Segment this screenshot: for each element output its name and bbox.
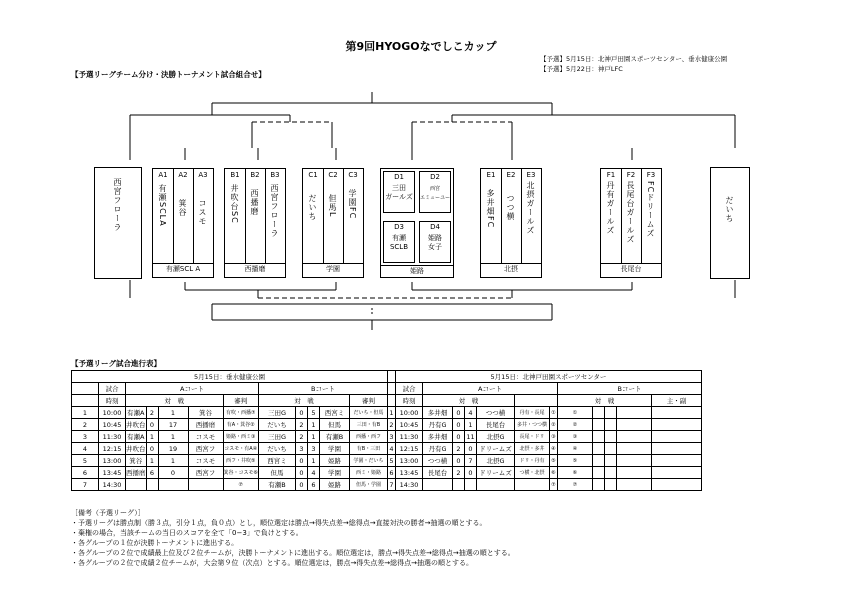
match-time: 11:30 xyxy=(99,431,126,443)
referee xyxy=(652,443,702,455)
referee: 丹有・長尾 xyxy=(515,407,550,419)
team-home: 多井畑 xyxy=(423,431,453,443)
team-home: 井吹台 xyxy=(126,443,147,455)
header-ref-b: 審判 xyxy=(350,395,388,407)
team-away: 学園 xyxy=(320,467,350,479)
score-home: 2 xyxy=(146,407,158,419)
score-away: 5 xyxy=(308,407,320,419)
score-home: 0 xyxy=(146,443,158,455)
row-number: 6 xyxy=(389,468,394,477)
cell-d4 xyxy=(419,221,451,263)
row-number: 3 xyxy=(72,431,99,443)
score-away xyxy=(605,455,617,467)
note-2: ・棄権の場合，当該チームの当日のスコアを全て「0−3」で負けとする。 xyxy=(71,529,303,537)
team-away: ドリームズ xyxy=(477,467,515,479)
match-time: 10:45 xyxy=(99,419,126,431)
referee: 西ミ・姫路 xyxy=(350,467,388,479)
team-home: 有瀬A xyxy=(126,407,147,419)
team-a3: コスモ xyxy=(198,199,207,226)
team-d2: 西宮 エミューユー xyxy=(420,186,450,201)
team-b3: 西宮フローラ xyxy=(270,184,279,238)
score-home: 6 xyxy=(146,467,158,479)
team-f1: 丹有ガールズ xyxy=(606,181,615,235)
header-ref-a: 審判 xyxy=(223,395,259,407)
row-number: 4 xyxy=(72,443,99,455)
row-number: 2 xyxy=(72,419,99,431)
score-away: 0 xyxy=(158,467,188,479)
team-f2: 長尾台ガールズ xyxy=(626,181,635,244)
team-home: 有瀬B xyxy=(259,479,296,491)
code-b1: B1 xyxy=(230,171,240,179)
group-b xyxy=(224,168,286,278)
team-b2: 西播磨 xyxy=(250,189,259,216)
code-d3: D3 xyxy=(394,223,404,231)
match-number: ④ xyxy=(550,443,558,455)
code-a1: A1 xyxy=(158,171,168,179)
row-number: 7 xyxy=(72,479,99,491)
schedule-row xyxy=(72,419,702,431)
code-b3: B3 xyxy=(270,171,280,179)
referee: 有吹・西播⑦ xyxy=(223,407,259,419)
referee xyxy=(652,479,702,491)
header-court-b-right: Bコート xyxy=(558,383,702,395)
match-time: 10:00 xyxy=(396,407,423,419)
cell-d2 xyxy=(419,171,451,213)
referee: ドリ・丹有 xyxy=(515,455,550,467)
code-e1: E1 xyxy=(486,171,496,179)
team-away: 但馬 xyxy=(320,419,350,431)
team-away: 西宮ミ xyxy=(320,407,350,419)
team-away: つつ横 xyxy=(477,407,515,419)
score-away xyxy=(605,467,617,479)
team-home: ② xyxy=(558,419,593,431)
team-d1: 三田 ガールズ xyxy=(385,184,413,201)
group-b-name: 西播磨 xyxy=(225,263,285,274)
score-away: 11 xyxy=(466,432,475,441)
note-3: ・各グループの１位が決勝トーナメントに進出する。 xyxy=(71,539,239,547)
code-d4: D4 xyxy=(430,223,440,231)
score-home: 0 xyxy=(453,407,465,419)
referee: 三田・有B xyxy=(350,419,388,431)
header-court-b-left: Bコート xyxy=(259,383,388,395)
team-e1: 多井畑FC xyxy=(486,189,495,229)
referee xyxy=(652,419,702,431)
team-away: 北摂G xyxy=(477,455,515,467)
referee: 西播・西フ xyxy=(350,431,388,443)
group-d xyxy=(380,168,454,278)
match-number: ⑦ xyxy=(251,410,256,416)
header-court-a-left: Aコート xyxy=(126,383,259,395)
team-home: 丹有G xyxy=(423,443,453,455)
venue-line-1: 【予選】5月15日：北神戸田園スポーツセンター、垂水健康公園 xyxy=(540,55,728,63)
schedule-row xyxy=(72,455,702,467)
header-ref-b-right: 主・副 xyxy=(652,395,702,407)
group-f-name: 長尾台 xyxy=(601,263,661,274)
left-venue: 5月15日：垂水健康公園 xyxy=(72,371,388,383)
score-home: 0 xyxy=(453,419,465,431)
page-title: 第9回HYOGOなでしこカップ xyxy=(345,40,497,53)
group-f xyxy=(600,168,662,278)
note-5: ・各グループの２位で成績２位チームが，大会第９位（次点）とする。順位選定は，勝点→得失点差→総得点→抽選の順とする。 xyxy=(71,559,474,567)
score-away: 1 xyxy=(158,455,188,467)
match-time: 13:00 xyxy=(99,455,126,467)
team-away: 西宮フ xyxy=(188,443,223,455)
team-home: ④ xyxy=(558,443,593,455)
team-d4: 姫路 女子 xyxy=(428,234,442,251)
score-away: 1 xyxy=(158,431,188,443)
referee: 箕谷・コスモ⑥ xyxy=(223,467,259,479)
referee xyxy=(652,407,702,419)
cell-d3 xyxy=(383,221,415,263)
right-venue: 5月15日：北神戸田園スポーツセンター xyxy=(396,371,702,383)
team-home: 丹有G xyxy=(423,419,453,431)
schedule-row xyxy=(72,467,702,479)
score-home: 2 xyxy=(296,431,308,443)
match-time: 13:45 xyxy=(99,467,126,479)
code-e3: E3 xyxy=(526,171,536,179)
code-f1: F1 xyxy=(606,171,616,179)
team-c2: 但馬L xyxy=(328,194,337,218)
match-number: ② xyxy=(550,419,558,431)
code-c2: C2 xyxy=(328,171,338,179)
team-home: 西宮ミ xyxy=(259,455,296,467)
match-number: ③ xyxy=(550,431,558,443)
match-number: ⑦ xyxy=(238,481,243,488)
score-home: 0 xyxy=(296,455,308,467)
team-away: 姫路 xyxy=(320,455,350,467)
header-court-a-right: Aコート xyxy=(423,383,558,395)
score-home: 0 xyxy=(296,407,308,419)
schedule-row xyxy=(72,443,702,455)
group-c-name: 学園 xyxy=(303,263,363,274)
team-home: 箕谷 xyxy=(126,455,147,467)
match-number: ③ xyxy=(251,434,256,440)
score-away: 7 xyxy=(465,455,477,467)
match-time: 13:00 xyxy=(396,455,423,467)
score-away xyxy=(605,431,617,443)
match-number: ② xyxy=(250,422,255,428)
match-number: ⑦ xyxy=(550,479,558,491)
seed-left-name: 西宮フローラ xyxy=(113,178,122,232)
score-away xyxy=(605,479,617,491)
code-d2: D2 xyxy=(430,173,440,181)
team-c3: 学園FC xyxy=(348,189,357,220)
match-number: ⑤ xyxy=(550,455,558,467)
score-home xyxy=(593,431,605,443)
team-away: 西播磨 xyxy=(188,419,223,431)
team-away: 箕谷 xyxy=(188,407,223,419)
row-number: 3 xyxy=(389,432,394,441)
score-away: 1 xyxy=(308,455,320,467)
score-away: 1 xyxy=(158,407,188,419)
referee: 北摂・多井 xyxy=(515,443,550,455)
score-home xyxy=(593,407,605,419)
score-away: 3 xyxy=(308,443,320,455)
team-away: 学園 xyxy=(320,443,350,455)
team-away xyxy=(617,455,652,467)
referee: 但馬・学園 xyxy=(350,479,388,491)
team-home: 長尾台 xyxy=(423,467,453,479)
score-home: 1 xyxy=(146,431,158,443)
row-number: 1 xyxy=(389,408,394,417)
team-home: ③ xyxy=(558,431,593,443)
team-a1: 有瀬SCLA xyxy=(158,184,167,227)
referee xyxy=(223,479,259,491)
group-c xyxy=(302,168,364,278)
header-vs-b: 対 戦 xyxy=(259,395,350,407)
score-away: 1 xyxy=(465,419,477,431)
score-away: 4 xyxy=(465,407,477,419)
match-number: ④ xyxy=(252,446,258,452)
team-away xyxy=(477,479,515,491)
team-away xyxy=(617,467,652,479)
team-away: コスモ xyxy=(188,455,223,467)
team-home: ⑥ xyxy=(558,467,593,479)
group-d-name: 姫路 xyxy=(381,265,453,276)
code-e2: E2 xyxy=(506,171,516,179)
team-home: ⑤ xyxy=(558,455,593,467)
code-c1: C1 xyxy=(308,171,318,179)
match-number: ⑥ xyxy=(253,470,258,476)
score-home xyxy=(593,419,605,431)
score-home: 0 xyxy=(453,431,465,443)
group-a xyxy=(152,168,214,278)
team-away xyxy=(188,479,223,491)
header-time-right: 時刻 xyxy=(396,395,423,407)
team-away xyxy=(617,479,652,491)
team-e2: つつ横 xyxy=(506,194,515,221)
schedule-row xyxy=(72,407,702,419)
team-b1: 井吹台SC xyxy=(230,184,239,224)
schedule-title: 【予選リーグ試合進行表】 xyxy=(71,359,161,368)
header-vs-a-right: 対 戦 xyxy=(423,395,515,407)
team-home: だいち xyxy=(259,443,296,455)
team-home: 有瀬A xyxy=(126,431,147,443)
match-time: 11:30 xyxy=(396,431,423,443)
team-away xyxy=(617,419,652,431)
match-time: 10:00 xyxy=(99,407,126,419)
code-d1: D1 xyxy=(394,173,404,181)
score-away xyxy=(605,419,617,431)
referee: 多井・つつ横 xyxy=(515,419,550,431)
team-away: ドリームズ xyxy=(477,443,515,455)
score-away: 1 xyxy=(308,419,320,431)
note-1: ・予選リーグは勝点制（勝３点，引分１点，負０点）とし，順位選定は勝点→得失点差→総得点→直接対決の勝者→抽選の順とする。 xyxy=(71,519,487,527)
score-home: 1 xyxy=(146,455,158,467)
cell-d1 xyxy=(383,171,415,213)
score-home xyxy=(593,455,605,467)
team-away: 長尾台 xyxy=(477,419,515,431)
row-number: 7 xyxy=(389,480,394,489)
score-away: 17 xyxy=(158,419,188,431)
score-home: 3 xyxy=(296,443,308,455)
schedule-row xyxy=(72,479,702,491)
match-time: 14:30 xyxy=(396,479,423,491)
team-home: ⑦ xyxy=(558,479,593,491)
referee: 有B・三田 xyxy=(350,443,388,455)
code-f3: F3 xyxy=(646,171,656,179)
referee xyxy=(515,479,550,491)
team-home xyxy=(126,479,147,491)
referee: 学園・だいち xyxy=(350,455,388,467)
score-away: 4 xyxy=(308,467,320,479)
score-away xyxy=(605,443,617,455)
referee: 姫路・西ミ③ xyxy=(223,431,259,443)
row-number: 6 xyxy=(72,467,99,479)
team-away: 姫路 xyxy=(320,479,350,491)
score-home: 0 xyxy=(146,419,158,431)
score-away: 0 xyxy=(465,467,477,479)
team-d3: 有瀬 SCLB xyxy=(389,234,409,251)
team-home: 井吹台 xyxy=(126,419,147,431)
team-home: 但馬 xyxy=(259,467,296,479)
schedule-table xyxy=(71,370,702,491)
referee xyxy=(652,431,702,443)
header-match: 試合 xyxy=(99,383,126,395)
code-b2: B2 xyxy=(250,171,260,179)
match-number: ① xyxy=(550,407,558,419)
team-away: 有瀬B xyxy=(320,431,350,443)
team-away xyxy=(617,407,652,419)
group-e xyxy=(480,168,542,278)
score-home: 2 xyxy=(453,467,465,479)
note-4: ・各グループの２位で成績最上位及び２位チームが，決勝トーナメントに進出する。順位選定は，勝点→得失点差→総得点→抽選の順とする。 xyxy=(71,549,515,557)
referee: つ横・北摂 xyxy=(515,467,550,479)
team-away: コスモ xyxy=(188,431,223,443)
score-home: 0 xyxy=(296,467,308,479)
team-home: 多井畑 xyxy=(423,407,453,419)
header-time: 時刻 xyxy=(99,395,126,407)
code-a2: A2 xyxy=(178,171,188,179)
team-away xyxy=(617,443,652,455)
score-away: 1 xyxy=(308,431,320,443)
referee: コスモ・有A④ xyxy=(223,443,259,455)
seed-left xyxy=(94,167,142,279)
code-f2: F2 xyxy=(626,171,636,179)
referee: 長尾・ドリ xyxy=(515,431,550,443)
team-away: 北摂G xyxy=(477,431,515,443)
team-away xyxy=(617,431,652,443)
score-home xyxy=(593,443,605,455)
team-away: 西宮フ xyxy=(188,467,223,479)
seed-right-name: だいち xyxy=(725,196,734,223)
team-home: ① xyxy=(558,407,593,419)
venue-line-2: 【予選】5月22日：神戸LFC xyxy=(540,65,623,73)
referee xyxy=(652,467,702,479)
score-away: 19 xyxy=(158,443,188,455)
score-home xyxy=(146,479,158,491)
code-c3: C3 xyxy=(348,171,358,179)
team-home: つつ横 xyxy=(423,455,453,467)
team-home: だいち xyxy=(259,419,296,431)
referee: 西フ・井吹⑤ xyxy=(223,455,259,467)
schedule-row xyxy=(72,431,702,443)
team-home: 西播磨 xyxy=(126,467,147,479)
match-time: 12:15 xyxy=(396,443,423,455)
team-c1: だいち xyxy=(308,194,317,221)
code-a3: A3 xyxy=(198,171,208,179)
score-away: 6 xyxy=(308,479,320,491)
team-e3: 北摂ガールズ xyxy=(526,181,535,235)
team-home: 三田G xyxy=(259,431,296,443)
row-number: 2 xyxy=(389,420,394,429)
bracket-title: 【予選リーグチーム分け・決勝トーナメント試合組合せ】 xyxy=(71,70,266,79)
group-a-name: 有瀬SCL A xyxy=(153,263,213,274)
score-home: 0 xyxy=(296,479,308,491)
score-home xyxy=(593,467,605,479)
team-home xyxy=(423,479,453,491)
referee: 有A・箕谷② xyxy=(223,419,259,431)
score-away xyxy=(158,479,188,491)
seed-right xyxy=(710,167,750,279)
score-home xyxy=(593,479,605,491)
row-number: 4 xyxy=(389,444,394,453)
score-home: 0 xyxy=(453,455,465,467)
notes xyxy=(71,508,515,568)
header-vs-b-right: 対 戦 xyxy=(558,395,652,407)
group-e-name: 北摂 xyxy=(481,263,541,274)
row-number: 5 xyxy=(389,456,394,465)
score-away xyxy=(605,407,617,419)
match-time: 10:45 xyxy=(396,419,423,431)
score-home: 2 xyxy=(453,443,465,455)
team-a2: 箕谷 xyxy=(178,199,187,217)
team-home: 三田G xyxy=(259,407,296,419)
score-away xyxy=(465,479,477,491)
row-number: 1 xyxy=(72,407,99,419)
match-number: ⑥ xyxy=(550,467,558,479)
match-number: ⑤ xyxy=(251,458,256,464)
header-match-right: 試合 xyxy=(396,383,423,395)
header-vs-a: 対 戦 xyxy=(126,395,224,407)
referee: だいち・但馬 xyxy=(350,407,388,419)
row-number: 5 xyxy=(72,455,99,467)
match-time: 14:30 xyxy=(99,479,126,491)
note-0: ［備考（予選リーグ）］ xyxy=(71,509,145,517)
score-away: 0 xyxy=(465,443,477,455)
match-time: 13:45 xyxy=(396,467,423,479)
score-home xyxy=(453,479,465,491)
score-home: 2 xyxy=(296,419,308,431)
team-f3: FCドリームズ xyxy=(646,181,655,239)
match-time: 12:15 xyxy=(99,443,126,455)
referee xyxy=(652,455,702,467)
